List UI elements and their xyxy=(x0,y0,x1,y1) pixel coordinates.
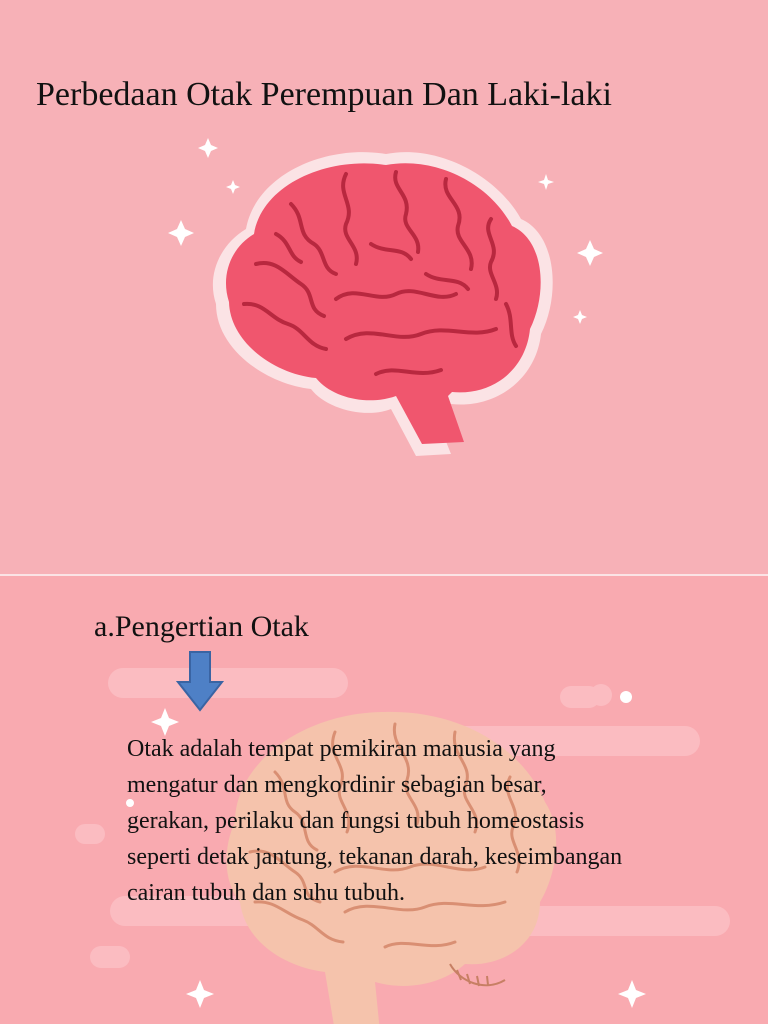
definition-paragraph xyxy=(127,731,757,911)
slide-definition xyxy=(0,576,768,1024)
paragraph-line: Otak adalah tempat pemikiran manusia yang xyxy=(127,736,556,762)
slide-title-text: Perbedaan Otak Perempuan Dan Laki-laki xyxy=(36,76,612,113)
paragraph-line: cairan tubuh dan suhu tubuh. xyxy=(127,880,405,906)
arrow-down-icon xyxy=(176,650,226,714)
paragraph-line: seperti detak jantung, tekanan darah, keseimbangan xyxy=(127,844,623,870)
paragraph-line: mengatur dan mengkordinir sebagian besar, xyxy=(127,772,547,798)
section-heading: a.Pengertian Otak xyxy=(94,610,309,643)
paragraph-line: gerakan, perilaku dan fungsi tubuh homeostasis xyxy=(127,808,585,834)
brain-icon xyxy=(196,134,576,474)
